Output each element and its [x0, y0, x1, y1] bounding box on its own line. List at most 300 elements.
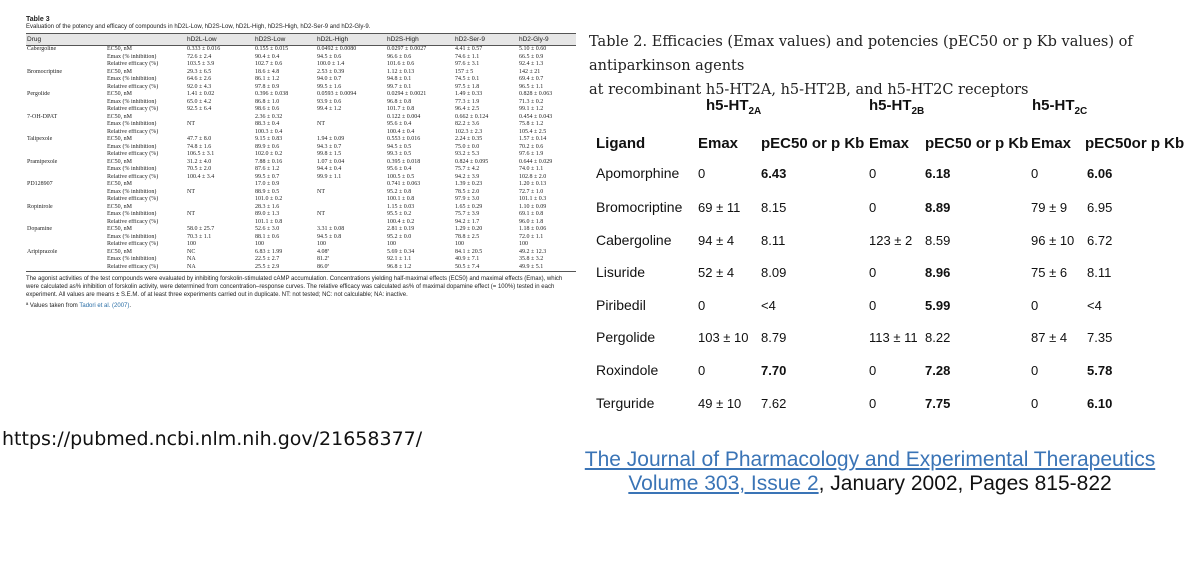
table-cell: 0.333 ± 0.016: [187, 46, 221, 52]
journal-volume-link[interactable]: Volume 303, Issue 2: [628, 472, 819, 495]
ligand-name: Roxindole: [596, 362, 659, 378]
table-row: [26, 91, 576, 99]
table-cell: Pramipexole: [27, 158, 58, 165]
cell-emax-2b: 0: [869, 166, 877, 181]
table-row: [26, 249, 576, 257]
cell-emax-2a: 94 ± 4: [698, 233, 735, 248]
table-cell: [26, 129, 106, 137]
table-row: [26, 241, 576, 249]
right-table-panel: [589, 30, 1189, 102]
table-cell: Cabergoline: [27, 46, 57, 52]
ligand-name: Cabergoline: [596, 232, 672, 248]
table-cell: [186, 219, 254, 227]
cell-pec-2a: 8.15: [761, 200, 787, 215]
table-cell: [316, 204, 386, 212]
table-cell: 75.7 ± 3.9: [455, 211, 480, 217]
table-cell: 58.0 ± 25.7: [187, 226, 215, 232]
table-cell: 97.9 ± 3.0: [455, 196, 480, 202]
table-cell: 96.6 ± 0.6: [387, 53, 412, 60]
table-cell: 64.6 ± 2.6: [187, 76, 212, 82]
table-row: [26, 69, 576, 77]
table-cell: 86.8 ± 1.0: [255, 98, 280, 105]
table-cell: 0.662 ± 0.124: [455, 113, 489, 120]
table-row: [26, 181, 576, 189]
table-cell: 102.8 ± 2.0: [519, 173, 547, 180]
cell-pec-2c: 8.11: [1087, 265, 1112, 280]
table-cell: 69.1 ± 0.8: [519, 211, 544, 217]
left-col-header: hD2S-High: [386, 34, 454, 46]
table-cell: 40.9 ± 7.1: [455, 256, 480, 262]
table-cell: 99.1 ± 1.2: [519, 106, 544, 112]
col-header-emax-c: Emax: [1031, 135, 1072, 152]
table-cell: Emax (% inhibition): [107, 98, 157, 105]
ligand-name: Bromocriptine: [596, 199, 683, 215]
right-table-caption-line1: Table 2. Efficacies (Emax values) and potencies (pEC50 or p Kb values) of antiparkinson agents: [589, 34, 1133, 74]
table-cell: NT: [187, 211, 195, 217]
table-cell: 93.2 ± 5.3: [455, 151, 480, 157]
cell-emax-2c: 87 ± 4: [1031, 330, 1068, 345]
table-cell: Relative efficacy (%): [107, 106, 159, 112]
footnote-a-suffix: .: [129, 303, 132, 309]
table-cell: 74.6 ± 1.1: [455, 53, 480, 60]
table-cell: 2.53 ± 0.39: [317, 68, 345, 75]
table-cell: 0.396 ± 0.038: [255, 91, 289, 97]
table-cell: [26, 144, 106, 152]
table-cell: 0.0294 ± 0.0021: [387, 91, 427, 97]
table-cell: 88.9 ± 0.5: [255, 188, 280, 195]
table-cell: 72.7 ± 1.0: [519, 188, 544, 195]
cell-emax-2a: 0: [698, 363, 706, 378]
cell-emax-2c: 79 ± 9: [1031, 200, 1068, 215]
table-cell: 94.5 ± 0.8: [317, 233, 342, 240]
table-cell: Emax (% inhibition): [107, 233, 157, 240]
table-row: [26, 84, 576, 92]
table-cell: NT: [187, 188, 195, 195]
cell-pec-2a: 7.62: [761, 396, 787, 411]
table-row: [26, 54, 576, 62]
table-cell: 100.1 ± 0.8: [387, 196, 415, 202]
table-cell: NA: [187, 256, 196, 262]
col-header-pec-a: pEC50 or p Kb: [761, 135, 865, 152]
cell-pec-2b: 8.22: [925, 330, 951, 345]
table-cell: 94.2 ± 1.7: [455, 218, 480, 225]
table-cell: 0.155 ± 0.015: [255, 46, 289, 52]
table-cell: 100.3 ± 0.4: [255, 128, 283, 135]
table-cell: NT: [317, 188, 325, 195]
cell-pec-2c: 6.10: [1087, 396, 1113, 411]
footnote-a-ref-link[interactable]: Tadori et al. (2007): [79, 303, 130, 309]
cell-emax-2c: 75 ± 6: [1031, 265, 1068, 280]
table-cell: 87.6 ± 1.2: [255, 166, 280, 172]
table-cell: PD128907: [27, 181, 53, 187]
table-cell: 52.6 ± 3.0: [255, 226, 280, 232]
table-cell: 99.5 ± 0.7: [255, 173, 280, 180]
table-cell: 49.2 ± 12.3: [519, 248, 547, 255]
table-row: [26, 76, 576, 84]
table-cell: 100: [255, 241, 264, 247]
cell-pec-2c: 7.35: [1087, 330, 1113, 345]
left-col-header: hD2-Gly-9: [518, 34, 576, 46]
table-cell: 102.3 ± 2.3: [455, 128, 483, 135]
table-cell: [186, 181, 254, 189]
pubmed-url-text: https://pubmed.ncbi.nlm.nih.gov/21658377/: [2, 428, 423, 450]
table-cell: 94.8 ± 0.1: [387, 76, 412, 82]
table-cell: 70.2 ± 0.6: [519, 143, 544, 150]
table-cell: 92.5 ± 6.4: [187, 106, 212, 112]
left-col-header: hD2L-Low: [186, 34, 254, 46]
table-cell: NA: [186, 264, 254, 272]
table-cell: 95.6 ± 0.4: [387, 166, 412, 172]
table-cell: 105.4 ± 2.5: [519, 128, 547, 135]
table-cell: 0.122 ± 0.004: [387, 113, 421, 120]
table-cell: [26, 121, 106, 129]
table-cell: 101.0 ± 0.2: [255, 196, 283, 202]
cell-pec-2a: 8.79: [761, 330, 787, 345]
table-cell: 1.65 ± 0.29: [455, 203, 483, 210]
table-cell: EC50, nM: [107, 181, 133, 187]
table-cell: 142 ± 21: [519, 68, 541, 75]
cell-emax-2b: 123 ± 2: [869, 233, 913, 248]
table-cell: 65.0 ± 4.2: [187, 98, 212, 105]
table-cell: 1.29 ± 0.20: [455, 226, 483, 232]
table-cell: 75.7 ± 4.2: [455, 166, 480, 172]
table-cell: [26, 84, 106, 92]
table-row: [26, 144, 576, 152]
cell-emax-2a: 69 ± 11: [698, 200, 741, 215]
table-cell: [26, 106, 106, 114]
table-cell: 82.2 ± 3.6: [455, 121, 480, 127]
table-cell: 74.8 ± 1.6: [187, 143, 212, 150]
table-cell: 101.1 ± 0.8: [255, 218, 283, 225]
cell-pec-2b: 8.96: [925, 265, 951, 280]
table-cell: 99.3 ± 0.5: [387, 151, 412, 157]
table-row: [26, 106, 576, 114]
table-cell: 4.08ª: [317, 248, 330, 255]
table-cell: 29.3 ± 6.5: [187, 68, 212, 75]
table-cell: 0.644 ± 0.029: [519, 158, 553, 165]
table-cell: 1.07 ± 0.04: [317, 158, 345, 165]
right-table-caption-line2: at recombinant h5-HT2A, h5-HT2B, and h5-HT2C receptors: [589, 82, 1029, 98]
table-row: [26, 114, 576, 122]
left-col-header: [106, 34, 186, 46]
cell-pec-2a: 8.11: [761, 233, 786, 248]
table-cell: 96.8 ± 1.2: [386, 264, 454, 272]
table-cell: [26, 241, 106, 249]
table-cell: Relative efficacy (%): [107, 241, 159, 247]
table-row: [26, 136, 576, 144]
table-cell: 157 ± 5: [455, 68, 474, 75]
table-cell: 101.6 ± 0.6: [387, 61, 415, 67]
table-cell: 69.4 ± 0.7: [519, 76, 544, 82]
table-cell: 75.8 ± 1.2: [519, 121, 544, 127]
table-cell: 0.553 ± 0.016: [387, 136, 421, 142]
left-table-footnote: The agonist activities of the test compounds were evaluated by inhibiting forskolin-stimulated cAMP accumulation. Concentrations yielding half-maximal effects (EC50) and maximal effects (Emax), which were calculated as% inhibition of forskolin activity, were determined from concentration–response curves. The relative efficacy was calculated as% of maximal dopamine effect (= 100%) tested in each experiment. All values are means ± S.E.M. of at least three experiments carried out in duplicate. NT: not tested; NC: not calculable; NA: inactive.: [26, 276, 563, 298]
ligand-name: Apomorphine: [596, 165, 680, 181]
table-cell: 106.5 ± 3.1: [187, 151, 215, 157]
table-cell: 78.5 ± 2.0: [455, 188, 480, 195]
table-cell: 94.2 ± 3.9: [455, 173, 480, 180]
table-cell: [26, 189, 106, 197]
table-row: [26, 196, 576, 204]
cell-emax-2b: 113 ± 11: [869, 330, 918, 345]
table-cell: [316, 181, 386, 189]
table-cell: 86.1 ± 1.2: [255, 76, 280, 82]
receptor-header-2c: $h5-HT_{2C}$: [1032, 97, 1088, 117]
cell-emax-2a: 52 ± 4: [698, 265, 735, 280]
table-cell: 96.8 ± 0.8: [387, 98, 412, 105]
table-cell: [186, 129, 254, 137]
table-cell: 1.57 ± 0.14: [519, 136, 547, 142]
table-row: [26, 159, 576, 167]
ligand-name: Lisuride: [596, 264, 646, 280]
cell-emax-2b: 0: [869, 200, 877, 215]
table-cell: Dopamine: [27, 226, 52, 232]
table-row: [26, 226, 576, 234]
table-cell: 22.5 ± 2.7: [255, 256, 280, 262]
col-header-ligand: Ligand: [596, 135, 646, 152]
table-cell: Emax (% inhibition): [107, 166, 157, 172]
table-cell: EC50, nM: [107, 136, 133, 142]
left-table-footnote-a: [26, 302, 576, 310]
table-cell: EC50, nM: [107, 113, 133, 120]
table-cell: 75.0 ± 0.0: [455, 143, 480, 150]
table-cell: 1.10 ± 0.09: [519, 203, 547, 210]
cell-emax-2b: 0: [869, 363, 877, 378]
cell-pec-2b: 7.75: [925, 396, 951, 411]
cell-pec-2c: 5.78: [1087, 363, 1113, 378]
table-cell: EC50, nM: [107, 68, 133, 75]
table-cell: EC50, nM: [107, 46, 133, 52]
table-cell: 1.20 ± 0.13: [519, 181, 547, 187]
table-cell: 89.0 ± 1.3: [255, 211, 280, 217]
table-cell: Relative efficacy (%): [107, 83, 159, 90]
table-cell: 0.741 ± 0.063: [387, 181, 421, 187]
table-cell: 1.18 ± 0.06: [519, 226, 547, 232]
table-cell: 3.31 ± 0.08: [317, 226, 345, 232]
table-cell: 96.0 ± 1.8: [519, 218, 544, 225]
journal-title-link[interactable]: The Journal of Pharmacology and Experimental Therapeutics: [584, 448, 1156, 471]
table-cell: Ropinirole: [27, 203, 53, 210]
table-cell: 97.6 ± 1.9: [519, 151, 544, 157]
table-cell: 92.0 ± 4.3: [187, 83, 212, 90]
table-cell: NC: [187, 248, 196, 255]
table-cell: 97.6 ± 3.1: [455, 61, 480, 67]
col-header-pec-c: pEC50or p Kb: [1085, 135, 1185, 152]
table-cell: EC50, nM: [107, 226, 133, 232]
table-cell: 5.69 ± 0.34: [387, 248, 415, 255]
table-cell: EC50, nM: [107, 203, 133, 210]
table-cell: [26, 76, 106, 84]
left-table-panel: [26, 16, 576, 310]
table-cell: 2.81 ± 0.19: [387, 226, 415, 232]
table-cell: EC50, nM: [107, 158, 133, 165]
table-cell: 1.41 ± 0.02: [187, 91, 215, 97]
table-row: [26, 99, 576, 107]
cell-emax-2c: 0: [1031, 396, 1039, 411]
left-col-header: hD2S-Low: [254, 34, 316, 46]
table-cell: 97.8 ± 0.9: [255, 83, 280, 90]
table-cell: [316, 219, 386, 227]
table-cell: 88.3 ± 0.4: [255, 121, 280, 127]
table-cell: [26, 256, 106, 264]
table-cell: 99.8 ± 1.5: [317, 151, 342, 157]
table-cell: [26, 151, 106, 159]
table-cell: Relative efficacy (%): [107, 218, 159, 225]
table-cell: Emax (% inhibition): [107, 211, 157, 217]
left-table-caption: Evaluation of the potency and efficacy of compounds in hD2L-Low, hD2S-Low, hD2L-High, hD2S-High, hD2-Ser-9 and hD2-Gly-9.: [26, 24, 371, 30]
table-cell: [316, 129, 386, 137]
table-cell: 1.15 ± 0.03: [387, 203, 415, 210]
table-cell: 95.2 ± 0.0: [387, 233, 412, 240]
table-cell: 100.0 ± 1.4: [317, 61, 345, 67]
table-cell: 71.3 ± 0.2: [519, 98, 544, 105]
table-cell: EC50, nM: [107, 91, 133, 97]
left-col-header: hD2-Ser-9: [454, 34, 518, 46]
table-row: [26, 61, 576, 69]
table-cell: 100: [317, 241, 326, 247]
table-cell: 98.6 ± 0.6: [255, 106, 280, 112]
table-row: [26, 256, 576, 264]
table-cell: [316, 196, 386, 204]
table-cell: 4.41 ± 0.57: [455, 46, 483, 52]
table-row: [26, 211, 576, 219]
table-cell: 1.94 ± 0.09: [317, 136, 345, 142]
table-row: [26, 204, 576, 212]
table-cell: 100: [455, 241, 464, 247]
table-cell: 94.3 ± 0.7: [317, 143, 342, 150]
table-cell: 50.5 ± 7.4: [454, 264, 518, 272]
table-cell: 100.4 ± 0.2: [387, 218, 415, 225]
cell-pec-2b: 8.59: [925, 233, 951, 248]
cell-emax-2c: 0: [1031, 363, 1039, 378]
table-cell: [186, 114, 254, 122]
table-cell: 95.2 ± 0.8: [387, 188, 412, 195]
table-cell: 70.3 ± 1.1: [187, 233, 212, 240]
table-cell: 0.395 ± 0.018: [387, 158, 421, 165]
table-cell: 35.8 ± 3.2: [519, 256, 544, 262]
table-row: [26, 219, 576, 227]
table-cell: 72.6 ± 2.4: [187, 53, 212, 60]
table-cell: 18.6 ± 4.8: [255, 68, 280, 75]
table-cell: 0.454 ± 0.043: [519, 113, 553, 120]
left-data-table: [26, 33, 576, 272]
table-cell: 2.24 ± 0.35: [455, 136, 483, 142]
left-table-header: [26, 34, 576, 46]
table-row: [26, 129, 576, 137]
journal-pages: , January 2002, Pages 815-822: [818, 472, 1112, 495]
table-cell: 47.7 ± 8.0: [187, 136, 212, 142]
table-cell: 101.1 ± 0.3: [519, 196, 547, 202]
table-cell: 0.828 ± 0.063: [519, 91, 553, 97]
cell-pec-2a: 6.43: [761, 166, 787, 181]
table-cell: 5.10 ± 0.60: [519, 46, 547, 52]
table-cell: 7.88 ± 0.16: [255, 158, 283, 165]
cell-pec-2a: 7.70: [761, 363, 787, 378]
journal-citation: [560, 448, 1180, 496]
cell-emax-2b: 0: [869, 396, 877, 411]
cell-pec-2b: 7.28: [925, 363, 951, 378]
table-cell: 1.12 ± 0.13: [387, 68, 415, 75]
col-header-emax-a: Emax: [698, 135, 739, 152]
table-cell: 49.9 ± 5.1: [518, 264, 576, 272]
table-row: [26, 264, 576, 272]
table-cell: 94.0 ± 0.7: [317, 76, 342, 82]
table-cell: [26, 54, 106, 62]
table-cell: 93.9 ± 0.6: [317, 98, 342, 105]
table-cell: 81.2ª: [317, 256, 330, 262]
cell-emax-2c: 0: [1031, 166, 1039, 181]
table-cell: 100.4 ± 3.4: [187, 173, 215, 180]
table-cell: 103.5 ± 3.9: [187, 61, 215, 67]
table-cell: 9.15 ± 0.83: [255, 136, 283, 142]
table-cell: 89.9 ± 0.6: [255, 143, 280, 150]
table-cell: [26, 174, 106, 182]
table-cell: [26, 264, 106, 272]
table-cell: 7-OH-DPAT: [27, 113, 58, 120]
table-cell: NT: [317, 121, 325, 127]
table-cell: Emax (% inhibition): [107, 143, 157, 150]
table-cell: Emax (% inhibition): [107, 256, 157, 262]
table-cell: 0.824 ± 0.095: [455, 158, 489, 165]
ligand-name: Pergolide: [596, 329, 656, 345]
receptor-header-2a: $h5-HT_{2A}$: [706, 97, 762, 117]
table-cell: [26, 99, 106, 107]
table-cell: Emax (% inhibition): [107, 76, 157, 82]
table-cell: EC50, nM: [107, 248, 133, 255]
cell-pec-2b: 8.89: [925, 200, 951, 215]
table-cell: 0.0593 ± 0.0094: [317, 91, 357, 97]
table-cell: 97.5 ± 1.8: [455, 83, 480, 90]
table-cell: 0.0297 ± 0.0027: [387, 46, 427, 52]
cell-pec-2a: <4: [761, 298, 776, 313]
cell-emax-2a: 0: [698, 166, 706, 181]
cell-emax-2a: 49 ± 10: [698, 396, 742, 411]
cell-pec-2c: 6.06: [1087, 166, 1113, 181]
table-cell: [186, 196, 254, 204]
cell-pec-2c: <4: [1087, 298, 1102, 313]
table-cell: Relative efficacy (%): [107, 128, 159, 135]
table-row: [26, 166, 576, 174]
table-cell: 94.5 ± 0.6: [317, 53, 342, 60]
table-cell: Emax (% inhibition): [107, 53, 157, 60]
table-cell: 95.6 ± 0.4: [387, 121, 412, 127]
table-cell: 0.0492 ± 0.0080: [317, 46, 357, 52]
table-cell: 86.0ª: [316, 264, 386, 272]
footnote-a-prefix: ª Values taken from: [26, 303, 80, 309]
cell-pec-2b: 5.99: [925, 298, 951, 313]
table-cell: 100.5 ± 0.5: [387, 173, 415, 180]
table-cell: Relative efficacy (%): [107, 173, 159, 180]
table-cell: 92.1 ± 1.1: [387, 256, 412, 262]
table-cell: [26, 219, 106, 227]
table-cell: Bromocriptine: [27, 68, 62, 75]
cell-pec-2b: 6.18: [925, 166, 951, 181]
table-cell: Relative efficacy (%): [107, 61, 159, 67]
cell-emax-2a: 0: [698, 298, 706, 313]
table-cell: 100.4 ± 0.4: [387, 128, 415, 135]
table-cell: 100: [387, 241, 396, 247]
table-cell: Talipexole: [27, 136, 53, 142]
table-cell: [26, 234, 106, 242]
table-cell: 17.0 ± 0.9: [255, 181, 280, 187]
table-cell: 94.5 ± 0.5: [387, 143, 412, 150]
left-col-header: hD2L-High: [316, 34, 386, 46]
table-cell: 99.5 ± 1.6: [317, 83, 342, 90]
table-cell: [186, 204, 254, 212]
table-cell: Relative efficacy (%): [106, 264, 186, 272]
table-cell: Pergolide: [27, 91, 50, 97]
left-table-label: Table 3: [26, 16, 50, 23]
